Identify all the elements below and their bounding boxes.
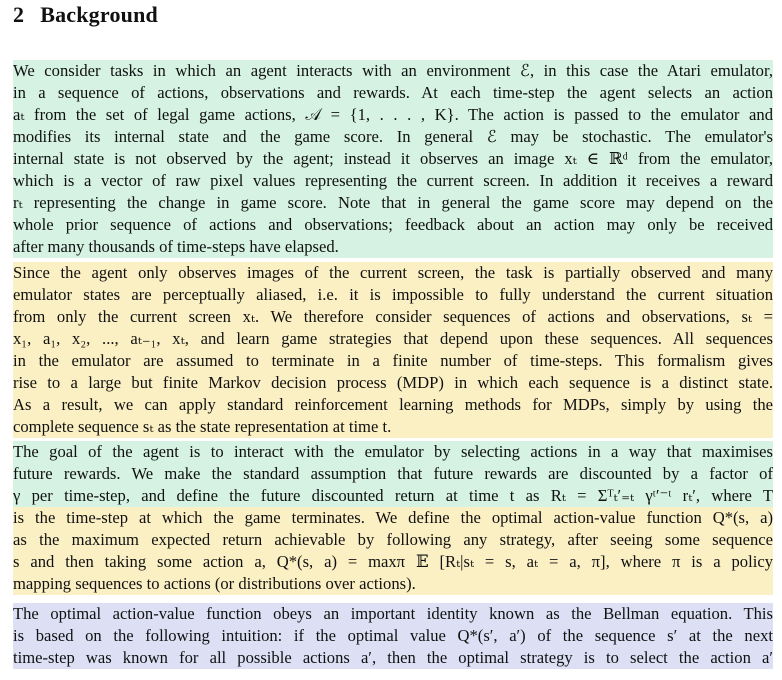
paragraph-line: rₜ representing the change in game score. Note that in general the game score may depend on the	[13, 193, 773, 212]
section-number: 2	[13, 2, 25, 27]
paragraph-line: as the maximum expected return achievable by following any strategy, after seeing some sequence	[13, 530, 773, 549]
paragraph-line: internal state is not observed by the agent; instead it observes an image xₜ ∈ ℝᵈ from the emulator,	[13, 149, 773, 168]
paragraph-line: mapping sequences to actions (or distributions over actions).	[13, 573, 773, 595]
paragraph-line: after many thousands of time-steps have elapsed.	[13, 237, 339, 256]
paragraph-line: rise to a large but finite Markov decision process (MDP) in which each sequence is a distinct state.	[13, 373, 773, 392]
paragraph-line: whole prior sequence of actions and observations; feedback about an action may only be received	[13, 215, 773, 234]
paragraph-line: Since the agent only observes images of the current screen, the task is partially observed and many	[13, 263, 773, 282]
paragraph-line: which is a vector of raw pixel values representing the current screen. In addition it receives a reward	[13, 171, 773, 190]
paragraph-3	[13, 441, 773, 595]
paragraph-line: As a result, we can apply standard reinforcement learning methods for MDPs, simply by using the	[13, 395, 773, 414]
paragraph-line: modifies its internal state and the game score. In general ℰ may be stochastic. The emulator's	[13, 127, 773, 146]
paragraph-line: is the time-step at which the game terminates. We define the optimal action-value function Q*(s, a)	[13, 508, 773, 527]
paragraph-line: We consider tasks in which an agent interacts with an environment ℰ, in this case the Atari emulator,	[13, 61, 773, 80]
paragraph-line: x₁, a₁, x₂, ..., aₜ₋₁, xₜ, and learn game strategies that depend upon these sequences. All sequences	[13, 329, 773, 348]
paragraph-line: aₜ from the set of legal game actions, 𝒜 = {1, . . . , K}. The action is passed to the emulator and	[13, 105, 773, 124]
paragraph-line: emulator states are perceptually aliased, i.e. it is impossible to fully understand the current situation	[13, 285, 773, 304]
paragraph-line: is based on the following intuition: if the optimal value Q*(s′, a′) of the sequence s′ at the next	[13, 626, 773, 645]
paragraph-line: complete sequence sₜ as the state representation at time t.	[13, 417, 392, 436]
paragraph-line: time-step was known for all possible actions a′, then the optimal strategy is to select the action a′	[13, 648, 773, 667]
paragraph-line: The optimal action-value function obeys an important identity known as the Bellman equation. This	[13, 604, 773, 623]
paragraph-line: from only the current screen xₜ. We therefore consider sequences of actions and observations, sₜ =	[13, 307, 773, 326]
paragraph-line: in the emulator are assumed to terminate in a finite number of time-steps. This formalism gives	[13, 351, 773, 370]
paragraph-4	[13, 603, 773, 669]
paragraph-line: γ per time-step, and define the future discounted return at time t as Rₜ = Σᵀₜ′₌ₜ γᵗ′⁻ᵗ rₜ′, where T	[13, 486, 773, 505]
paragraph-line: in a sequence of actions, observations and rewards. At each time-step the agent selects an action	[13, 83, 773, 102]
section-title: Background	[40, 2, 158, 27]
paragraph-line: future rewards. We make the standard assumption that future rewards are discounted by a factor of	[13, 464, 773, 483]
paragraph-2	[13, 262, 773, 438]
paragraph-line: s and then taking some action a, Q*(s, a) = maxπ 𝔼 [Rₜ|sₜ = s, aₜ = a, π], where π is a policy	[13, 552, 773, 571]
paragraph-line: The goal of the agent is to interact with the emulator by selecting actions in a way that maximises	[13, 442, 773, 461]
section-heading	[13, 2, 158, 28]
paragraph-1	[13, 60, 773, 258]
